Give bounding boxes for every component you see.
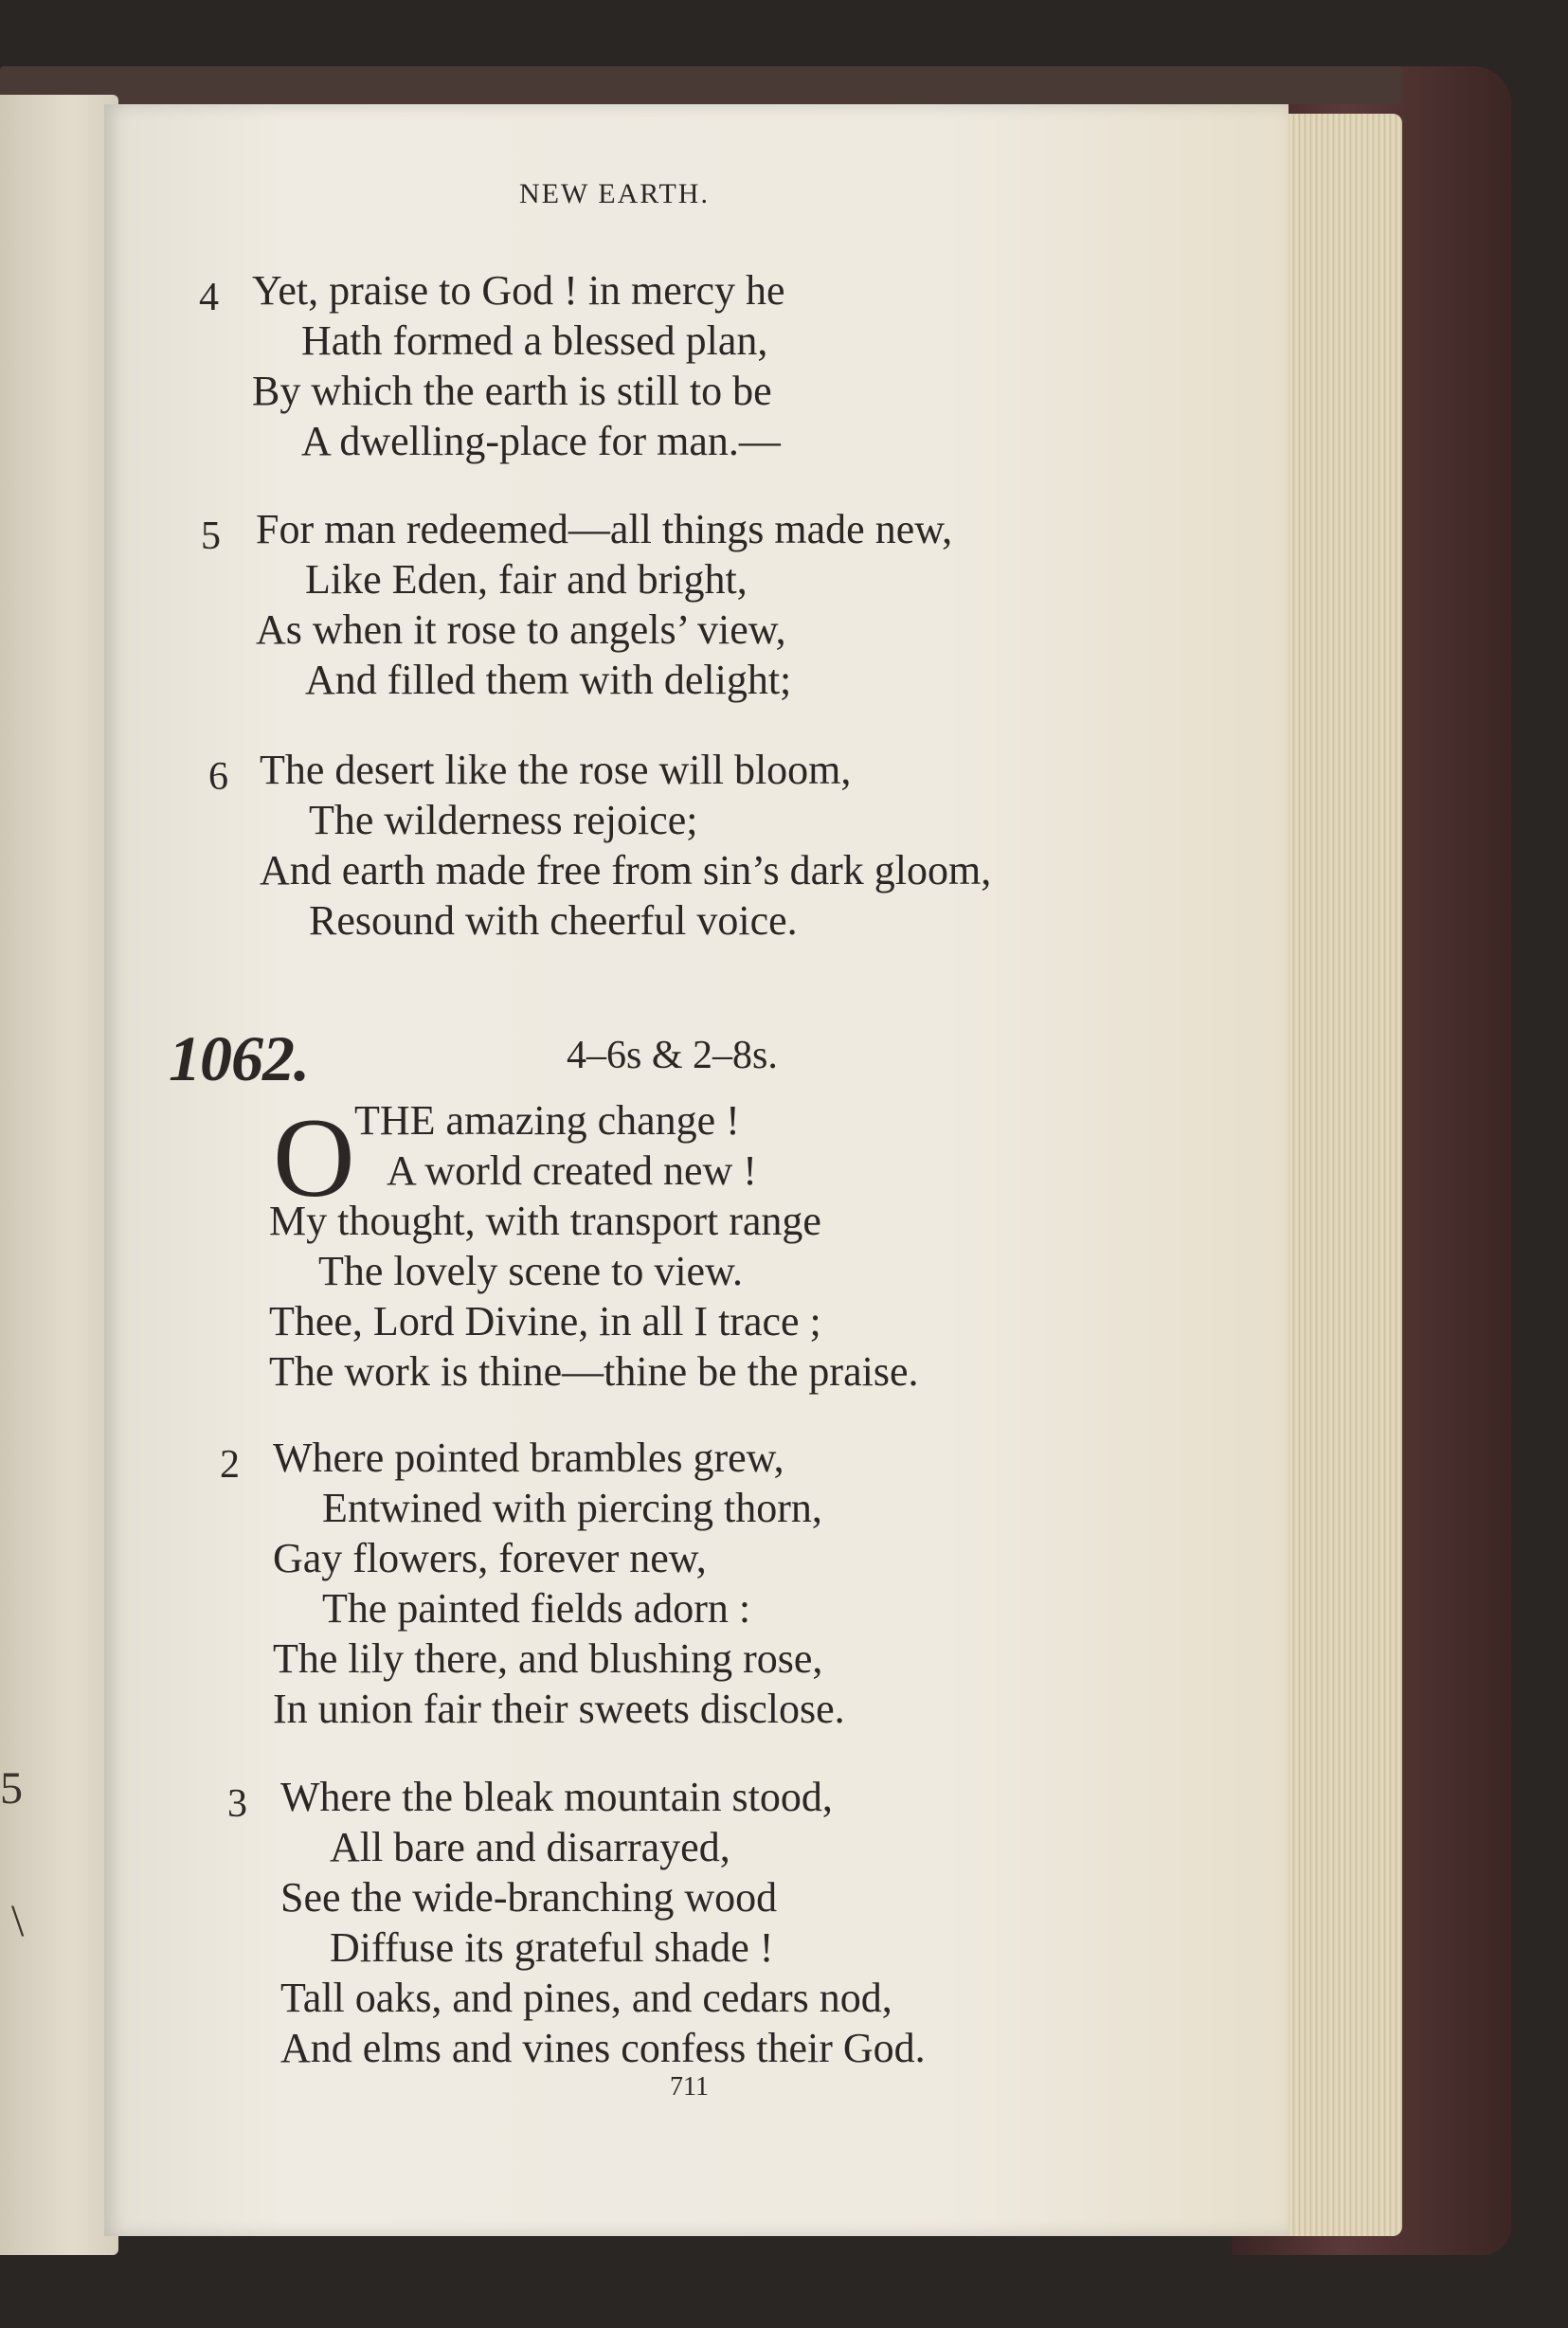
verse-line: As when it rose to angels’ view, xyxy=(256,606,786,653)
verse-line: For man redeemed—all things made new, xyxy=(256,506,953,552)
hymn-number: 1062. xyxy=(169,1022,309,1094)
left-page-mark: \ xyxy=(11,1896,25,1946)
verse-line: And earth made free from sin’s dark gloom, xyxy=(260,847,992,893)
verse-line: Tall oaks, and pines, and cedars nod, xyxy=(280,1975,892,2021)
verse-line: All bare and disarrayed, xyxy=(330,1824,730,1870)
stanza xyxy=(260,745,991,946)
verse-line: The lovely scene to view. xyxy=(318,1248,743,1294)
stanza-number: 6 xyxy=(208,755,228,799)
verse-line: A dwelling-place for man.— xyxy=(301,418,781,464)
running-head: NEW EARTH. xyxy=(519,178,710,209)
stanza xyxy=(252,265,785,466)
verse-line: Gay flowers, forever new, xyxy=(273,1535,707,1581)
left-page xyxy=(0,95,118,2255)
verse-line: The desert like the rose will bloom, xyxy=(260,747,852,793)
verse-line: THE amazing change ! xyxy=(354,1097,740,1144)
verse-line: By which the earth is still to be xyxy=(252,368,772,414)
stanza-number: 5 xyxy=(201,514,221,558)
verse-line: Hath formed a blessed plan, xyxy=(301,317,768,364)
verse-line: Diffuse its grateful shade ! xyxy=(330,1924,774,1971)
verse-line: A world created new ! xyxy=(387,1147,757,1194)
verse-line: In union fair their sweets disclose. xyxy=(273,1686,845,1732)
verse-line: Where the bleak mountain stood, xyxy=(280,1774,833,1820)
verse-line: Entwined with piercing thorn, xyxy=(322,1485,822,1531)
verse-line: Where pointed brambles grew, xyxy=(273,1435,784,1481)
drop-cap: O xyxy=(273,1094,355,1220)
stanza-number: 4 xyxy=(199,276,219,319)
page-number: 711 xyxy=(670,2072,709,2102)
stanza-number: 3 xyxy=(227,1782,247,1826)
verse-line: The work is thine—thine be the praise. xyxy=(269,1348,919,1395)
book-spine-top xyxy=(0,66,1402,104)
verse-line: Yet, praise to God ! in mercy he xyxy=(252,267,785,314)
stanza-continued xyxy=(269,1196,918,1397)
verse-line: The painted fields adorn : xyxy=(322,1585,751,1632)
verse-line: The wilderness rejoice; xyxy=(309,797,698,843)
verse-line: Resound with cheerful voice. xyxy=(309,897,798,944)
stanza-number: 2 xyxy=(220,1443,240,1487)
verse-line: And elms and vines confess their God. xyxy=(280,2025,926,2071)
verse-line: Like Eden, fair and bright, xyxy=(305,556,748,603)
hymnal-page xyxy=(104,104,1289,2236)
verse-line: And filled them with delight; xyxy=(305,657,792,703)
verse-line: Thee, Lord Divine, in all I trace ; xyxy=(269,1298,821,1344)
verse-line: The lily there, and blushing rose, xyxy=(273,1635,823,1682)
stanza xyxy=(256,504,952,705)
stanza xyxy=(280,1772,926,2073)
left-page-mark: 5 xyxy=(0,1763,23,1814)
stanza xyxy=(354,1095,757,1196)
verse-line: See the wide-branching wood xyxy=(280,1874,778,1921)
stanza xyxy=(273,1433,845,1734)
verse-line: My thought, with transport range xyxy=(269,1198,821,1244)
hymn-meter: 4–6s & 2–8s. xyxy=(567,1034,778,1077)
